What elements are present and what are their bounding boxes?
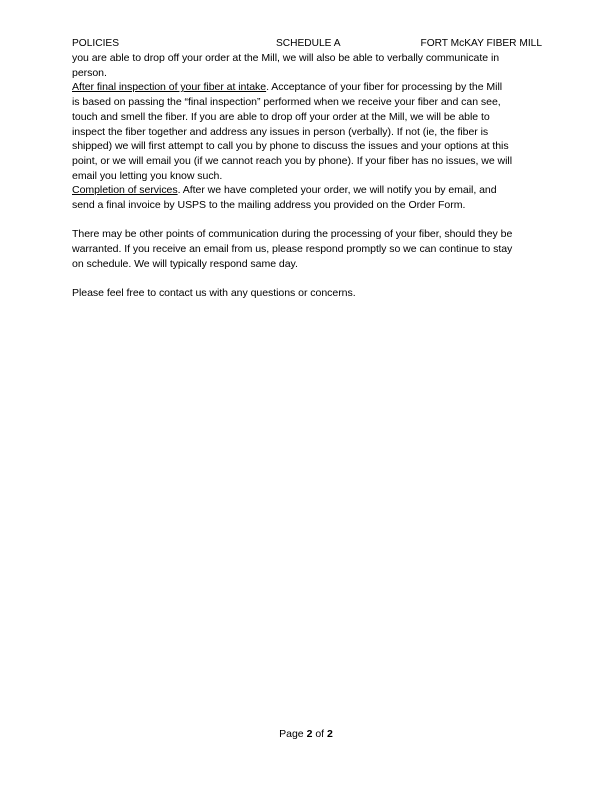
text-line: send a final invoice by USPS to the mailing address you provided on the Order Form. — [72, 199, 466, 212]
text-line: email you letting you know such. — [72, 169, 223, 182]
page-label: Page — [279, 728, 307, 740]
text-line: warranted. If you receive an email from us, please respond promptly so we can continue to stay — [72, 243, 513, 256]
of-label: of — [312, 728, 328, 740]
text-fragment: . Acceptance of your fiber for processing by the Mill — [266, 81, 503, 94]
paragraph-gap — [72, 213, 546, 228]
text-line: Please feel free to contact us with any questions or concerns. — [72, 287, 356, 300]
text-line: you are able to drop off your order at the Mill, we will also be able to verbally communicate in — [72, 52, 500, 64]
text-line: shipped) we will first attempt to call you by phone to discuss the issues and your options at this — [72, 140, 509, 153]
completion-heading: Completion of services — [72, 184, 178, 197]
completion-paragraph — [72, 183, 546, 212]
text-line: inspect the fiber together and address any issues in person (verbally). If not (ie, the fiber is — [72, 125, 489, 138]
text-fragment: . After we have completed your order, we will notify you by email, and — [177, 184, 497, 197]
header-left: POLICIES — [72, 38, 119, 49]
text-line — [72, 80, 546, 95]
text-line: touch and smell the fiber. If you are able to drop off your order at the Mill, we will be able to — [72, 110, 490, 123]
text-line: on schedule. We will typically respond same day. — [72, 257, 298, 270]
document-body — [72, 51, 546, 301]
page-footer — [0, 727, 612, 741]
text-line: point, or we will email you (if we cannot reach you by phone). If your fiber has no issues, we will — [72, 154, 512, 167]
final-inspection-paragraph — [72, 80, 546, 183]
final-inspection-heading: After final inspection of your fiber at intake — [72, 81, 267, 94]
continuation-paragraph — [72, 51, 546, 80]
total-pages-number: 2 — [327, 728, 333, 740]
header-center: SCHEDULE A — [276, 38, 341, 49]
other-points-paragraph — [72, 227, 546, 271]
text-line: There may be other points of communication during the processing of your fiber, should they be — [72, 228, 513, 241]
text-line — [72, 183, 546, 198]
text-line: is based on passing the “final inspection” performed when we receive your fiber and can see, — [72, 96, 501, 109]
closing-paragraph — [72, 286, 546, 301]
text-line: person. — [72, 66, 107, 79]
header-right: FORT McKAY FIBER MILL — [420, 38, 542, 49]
page-header — [72, 37, 542, 51]
current-page-number: 2 — [306, 728, 313, 740]
paragraph-gap — [72, 272, 546, 287]
